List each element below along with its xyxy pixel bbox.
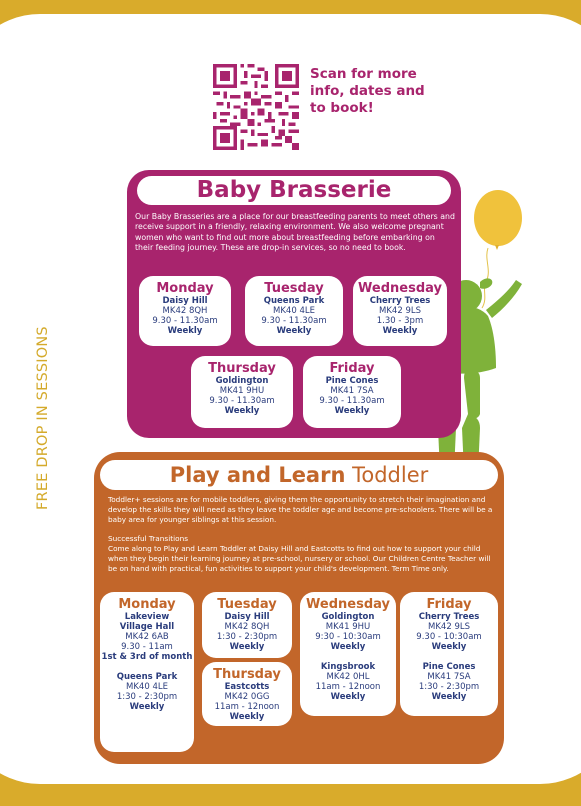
session-frequency: Weekly: [334, 406, 370, 416]
qr-cta-line-2: info, dates and: [310, 83, 425, 99]
session-day: Friday: [329, 361, 375, 376]
session-time: 9.30 - 10:30am: [416, 632, 482, 642]
session-frequency: Weekly: [276, 326, 312, 336]
session-postcode: MK42 8QH: [224, 622, 270, 632]
session-frequency-2: Weekly: [330, 692, 366, 702]
session-venue: Daisy Hill: [224, 612, 270, 622]
baby-session-wednesday: [353, 276, 447, 346]
session-frequency: Weekly: [382, 326, 418, 336]
toddler-session-thursday: [202, 662, 292, 726]
session-venue: Goldington: [215, 376, 269, 386]
session-day: Monday: [156, 281, 214, 296]
session-time: 9.30 - 11.30am: [319, 396, 385, 406]
qr-cta-line-3: to book!: [310, 100, 374, 116]
session-frequency: Weekly: [229, 712, 265, 722]
session-venue: Queens Park: [263, 296, 325, 306]
session-postcode: MK42 9LS: [379, 306, 421, 316]
session-time: 1:30 - 2:30pm: [216, 632, 278, 642]
session-venue: Pine Cones: [325, 376, 379, 386]
session-time: 1.30 - 3pm: [376, 316, 424, 326]
session-day: Thursday: [208, 361, 276, 376]
baby-session-monday: [139, 276, 231, 346]
session-venue: Daisy Hill: [162, 296, 208, 306]
session-postcode-2: MK42 0HL: [326, 672, 370, 682]
transitions-heading: Successful Transitions: [108, 534, 189, 543]
baby-brasserie-title: Baby Brasserie: [137, 176, 451, 205]
side-label: FREE DROP IN SESSIONS: [35, 326, 51, 510]
session-time-2: 1:30 - 2:30pm: [116, 692, 178, 702]
session-time-2: 11am - 12noon: [315, 682, 381, 692]
session-time: 11am - 12noon: [214, 702, 280, 712]
session-venue-2: Kingsbrook: [320, 662, 376, 672]
session-postcode: MK41 9HU: [325, 622, 371, 632]
session-frequency: 1st & 3rd of month: [101, 652, 193, 662]
session-postcode: MK41 9HU: [219, 386, 265, 396]
session-frequency-2: Weekly: [129, 702, 165, 712]
play-and-learn-title: [100, 460, 498, 490]
session-day: Tuesday: [217, 597, 277, 612]
toddler-intro: Toddler+ sessions are for mobile toddlers, giving them the opportunity to stretch their imagination and develop the skills they will need as they leave the toddler age and become pre-schoolers. There will be a baby area for younger siblings at this session.: [108, 495, 493, 524]
session-time: 9:30 - 10:30am: [315, 632, 381, 642]
session-frequency: Weekly: [224, 406, 260, 416]
session-day: Wednesday: [306, 597, 390, 612]
session-postcode: MK42 8QH: [162, 306, 208, 316]
session-venue-line-2: Village Hall: [119, 622, 175, 632]
session-day: Thursday: [213, 667, 281, 682]
session-day: Friday: [426, 597, 472, 612]
session-postcode: MK42 0GG: [224, 692, 270, 702]
qr-cta-line-1: Scan for more: [310, 66, 417, 82]
session-venue: Goldington: [321, 612, 375, 622]
session-venue: Eastcotts: [224, 682, 270, 692]
session-time-2: 1:30 - 2:30pm: [418, 682, 480, 692]
title-bold: Play and Learn: [169, 463, 346, 487]
title-rest: Toddler: [345, 463, 429, 487]
session-venue-2: Queens Park: [116, 672, 178, 682]
session-postcode: MK41 7SA: [330, 386, 374, 396]
session-time: 9.30 - 11.30am: [152, 316, 218, 326]
transitions-text: Come along to Play and Learn Toddler at Daisy Hill and Eastcotts to find out how to support your child when they begin their learning journey at pre-school, nursery or school. Our Children Centre Teacher will be on hand with practical, fun activities to support your child's development. Term Time only.: [108, 544, 491, 573]
session-postcode-2: MK41 7SA: [427, 672, 471, 682]
session-venue: Cherry Trees: [418, 612, 480, 622]
session-venue: Cherry Trees: [369, 296, 431, 306]
session-time: 9.30 - 11.30am: [261, 316, 327, 326]
qr-code-icon[interactable]: [213, 64, 299, 150]
session-postcode-2: MK40 4LE: [126, 682, 168, 692]
session-time: 9.30 - 11.30am: [209, 396, 275, 406]
session-day: Tuesday: [264, 281, 324, 296]
session-frequency-2: Weekly: [431, 692, 467, 702]
session-time: 9.30 - 11am: [121, 642, 173, 652]
baby-session-tuesday: [245, 276, 343, 346]
session-frequency: Weekly: [229, 642, 265, 652]
baby-session-friday: [303, 356, 401, 428]
session-postcode: MK42 6AB: [125, 632, 169, 642]
toddler-session-monday: [100, 592, 194, 752]
session-venue-2: Pine Cones: [422, 662, 476, 672]
baby-brasserie-panel: [127, 170, 461, 438]
baby-session-thursday: [191, 356, 293, 428]
session-day: Monday: [118, 597, 176, 612]
session-frequency: Weekly: [167, 326, 203, 336]
session-day: Wednesday: [358, 281, 442, 296]
toddler-session-friday: [400, 592, 498, 716]
qr-call-to-action: [310, 66, 425, 117]
toddler-session-tuesday: [202, 592, 292, 658]
toddler-session-wednesday: [300, 592, 396, 716]
play-and-learn-description: [108, 495, 494, 574]
session-frequency: Weekly: [431, 642, 467, 652]
session-venue: Lakeview: [124, 612, 170, 622]
session-frequency: Weekly: [330, 642, 366, 652]
session-postcode: MK40 4LE: [273, 306, 315, 316]
play-and-learn-panel: [94, 452, 504, 764]
baby-brasserie-description: Our Baby Brasseries are a place for our breastfeeding parents to meet others and receive support in a friendly, relaxing environment. We also welcome pregnant women who want to find out more about breastfeeding before embarking on their feeding journey. These are drop-in services, so no need to book.: [135, 212, 455, 253]
session-postcode: MK42 9LS: [428, 622, 470, 632]
